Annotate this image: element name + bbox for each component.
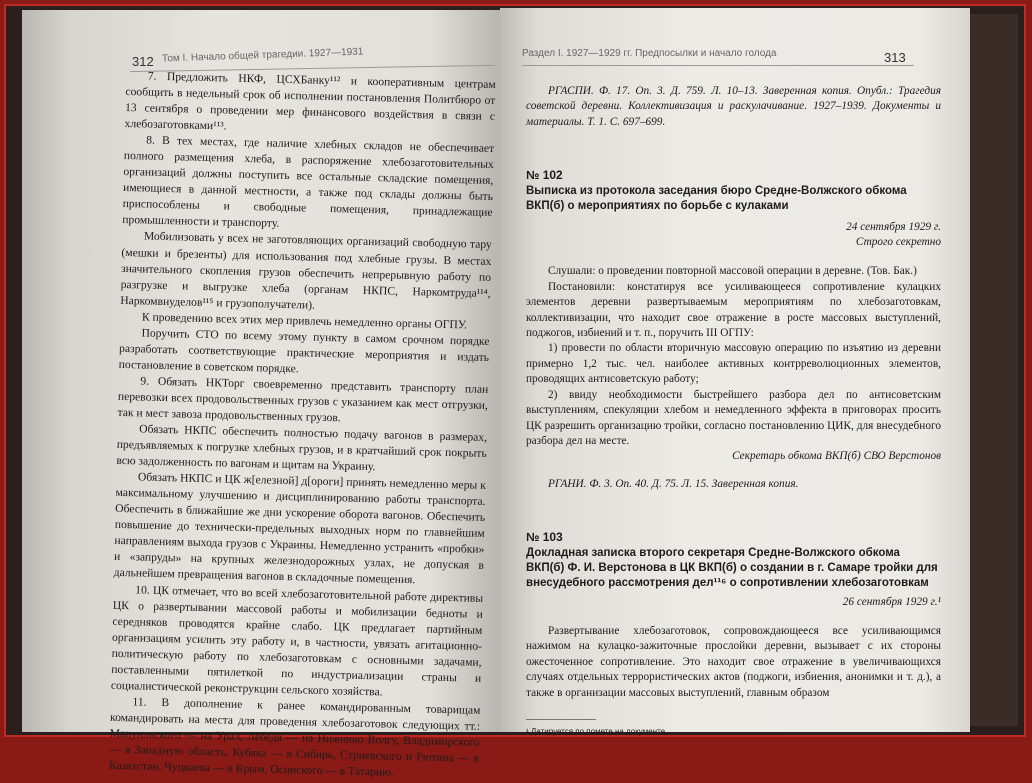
paragraph: Поручить СТО по всему этому пункту в самом срочном порядке разработать соответствующие практические мероприятия и издать постановление в советском порядке. — [118, 326, 490, 376]
header-rule — [522, 65, 914, 66]
document-title: Докладная записка второго секретаря Средне-Волжского обкома ВКП(б) Ф. И. Верстонова в ЦК ВКП(б) о создании в г. Самаре тройки для внесудебного рассмотрения дел¹¹⁶ о сопротивлении хлебозаготовкам — [526, 546, 938, 589]
paragraph: 10. ЦК отмечает, что во всей хлебозаготовительной работе директивы ЦК о развертывании массовой работы и мобилизации бедноты и середняков проводятся крайне слабо. ЦК предлагает партийным организациям усилить эту работу и, в частности, увязать агитационно-политическую работу по хлебозаготовкам с основными задачами, поставленными пятилеткой по индустриализации страны и социалистической реконструкции сельского хозяйства. — [110, 582, 484, 699]
paragraph: 7. Предложить НКФ, ЦСХБанку¹¹² и кооперативным центрам сообщить в недельный срок об исполнении постановления Политбюро от 13 сентября о проведении мер финансового воздействия в связи с хлебозаготовками¹¹³. — [124, 69, 496, 133]
page-number: 312 — [132, 54, 154, 69]
document-number: № 102 — [526, 168, 563, 183]
signature: Секретарь обкома ВКП(б) СВО Верстонов — [732, 450, 941, 463]
paragraph: 11. В дополнение к ранее командированным товарищам командировать на места для проведения хлебозаготовок следующих тт.: Мануильского — на Урал, Лебедя — на Нижнюю Волгу, Владимирского — в Западную область, Кубяка — в Сибирь, Стриевского и Рютина — в Казахстан, Чуцкаева — в Крым, Осинского — в Татарию. — [108, 695, 481, 779]
classification-label: Строго секретно — [855, 236, 941, 249]
paragraph: К проведению всех этих мер привлечь немедленно органы ОГПУ. — [141, 310, 468, 332]
left-page — [22, 10, 502, 779]
paragraph: Обязать НКПС обеспечить полностью подачу вагонов в размерах, предъявляемых к погрузке хлебных грузов, и в кратчайший срок покрыть всю задолженность по вагонам и щитам на Украину. — [116, 422, 488, 474]
page-number: 313 — [884, 50, 906, 65]
archive-source: РГАСПИ. Ф. 17. Оп. 3. Д. 759. Л. 10–13. Заверенная копия. Опубл.: Трагедия советской деревни. Коллективизация и раскулачивание. 1927–1939. Документы и материалы. Т. 1. С. 697–699. — [526, 85, 941, 128]
paragraph: Развертывание хлебозаготовок, сопровождающееся все усиливающимся нажимом на кулацко-зажиточные прослойки деревни, вызывает с их стороны ожесточенное сопротивление. Это находит свое отражение в увеличивающихся случаях отдельных террористических актов (поджоги, избиения, анонимки и т. д.), а также в организации массовых выступлений, главным образом — [526, 624, 941, 699]
running-head: Том I. Начало общей трагедии. 1927—1931 — [161, 46, 364, 65]
paragraph: Слушали: о проведении повторной массовой операции в деревне. (Тов. Бак.) — [548, 265, 917, 278]
archive-source: РГАНИ. Ф. 3. Оп. 40. Д. 75. Л. 15. Заверенная копия. — [548, 477, 799, 490]
document-date: 26 сентября 1929 г.¹ — [842, 595, 941, 608]
footnote: ¹ Датируется по помете на документе. — [526, 726, 668, 736]
left-page-body — [109, 68, 496, 783]
right-page — [500, 8, 970, 736]
paragraph: Мобилизовать у всех не заготовляющих организаций свободную тару (мешки и брезенты) для использования под хлебные грузы. В местах значительного скопления грузов обеспечить непрерывную работу по разгрузке и выгрузке хлеба (органам НКПС, Наркомтруда¹¹⁴, Наркомвнуделов¹¹⁵ и грузополучатели). — [120, 229, 492, 312]
footnote-rule — [526, 719, 596, 720]
paragraph: 9. Обязать НКТорг своевременно представить транспорту план перевозки всех продовольственных грузов с указанием как мест отгрузки, так и мест завоза продовольственных грузов. — [117, 374, 489, 425]
paragraph: 2) ввиду необходимости быстрейшего разбора дел по антисоветским выступлениям, спекуляции хлебом и немедленного эффекта в приговорах просить ЦК разрешить организацию тройки, согласно постановлению ЦИК, для внесудебного разбора дел на месте. — [526, 388, 941, 447]
running-head: Раздел I. 1927—1929 гг. Предпосылки и начало голода — [522, 48, 777, 59]
paragraph: 1) провести по области вторичную массовую операцию по изъятию из деревни примерно 1,2 тыс. чел. наиболее активных контрреволюционных элементов, проводящих антисоветскую работу; — [526, 342, 941, 386]
paragraph: Обязать НКПС и ЦК ж[елезной] д[ороги] принять немедленно меры к максимальному улучшению и дисциплинированию работы транспорта. Обеспечить в ближайшие же дни ускорение оборота вагонов. Обеспечить повышение до технически-предельных выходных норм по главнейшим направлениям выхода грузов с Украины. Немедленно устранить «пробки» и «запруды» на крупных железнодорожных узлах, не допуская в дальнейшем превращения вагонов в складочные помещения. — [113, 470, 487, 587]
paragraph: 8. В тех местах, где наличие хлебных складов не обеспечивает полного размещения хлеба, в распоряжение хлебозаготовительных организаций должны поступить все остальные складские помещения, имеющиеся в данной местности, а также под склады должны быть приспособлены и свободные помещения, принадлежащие промышленности и транспорту. — [122, 133, 495, 231]
right-page-body — [526, 84, 941, 737]
document-number: № 103 — [526, 530, 563, 545]
paragraph: Постановили: констатируя все усиливающееся сопротивление кулацких элементов деревни развертываемым мероприятиям по хлебозаготовкам, коллективизации, что находит свое отражение в росте массовых выступлений, поджогов, избиений и т. п., поручить III ОГПУ: — [526, 280, 941, 340]
document-date: 24 сентября 1929 г. — [846, 220, 941, 233]
document-title: Выписка из протокола заседания бюро Средне-Волжского обкома ВКП(б) о мероприятиях по борьбе с кулаками — [526, 184, 907, 212]
